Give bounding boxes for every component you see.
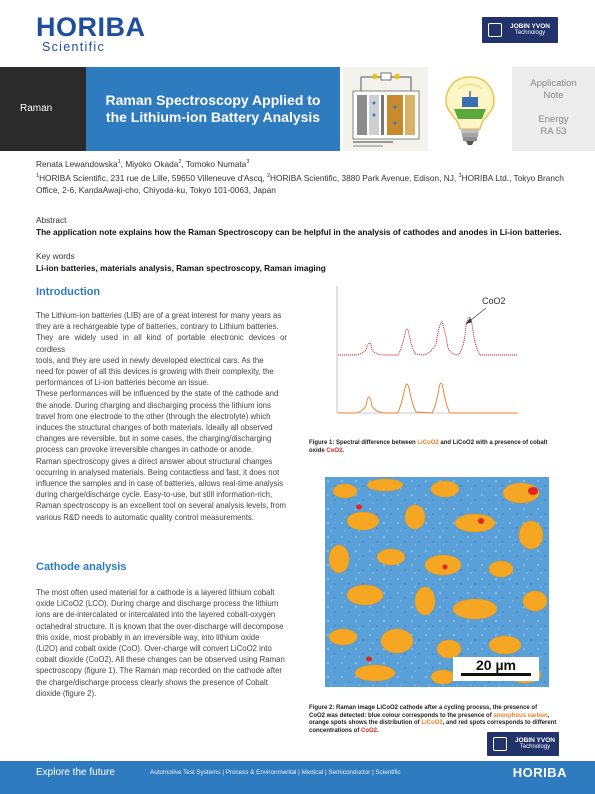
affiliation-1: HORIBA Scientific, 231 rue de Lille, 59650 Villeneuve d'Ascq, [39, 173, 265, 183]
jobin-yvon-badge [482, 17, 558, 43]
footer-bar [0, 761, 595, 794]
caption-text: , and red spots corresponds to different [442, 720, 557, 727]
intro-line: process can provoke irreversible changes in cathode or anode. [36, 445, 254, 455]
caption-highlight: CoO2 [326, 447, 343, 454]
author-2: Miyoko Okada [125, 159, 179, 169]
intro-line: changes are reversible, but in some cases, the charging/discharging [36, 434, 272, 444]
cathode-line: The most often used material for a cathode is a layered lithium cobalt [36, 588, 275, 597]
intro-line: tools, and they are used in newly developed electrical cars. As the [36, 355, 264, 365]
scale-bar-label: 20 µm [476, 657, 516, 673]
intro-line: They are widely used in all kind of portable electronic devices or cordless [36, 333, 287, 354]
cathode-line: octahedral structure. It is known that the over-discharge will decompose [36, 621, 284, 631]
cathode-analysis-body [36, 587, 287, 699]
title-line-2: the Lithium-ion Battery Analysis [105, 109, 321, 125]
figure-1-spectrum [336, 284, 518, 414]
author-3: Tomoko Numata [185, 159, 247, 169]
badge-line1: JOBIN YVON [515, 737, 555, 744]
intro-line: Raman spectroscopy is an excellent tool on several analysis levels, from [36, 501, 287, 511]
author-1: Renata Lewandowska [36, 159, 118, 169]
footer-logo: HORIBA [512, 765, 567, 780]
caption-text: . [377, 727, 379, 734]
note-line-3 [512, 102, 595, 114]
intro-line: various R&D needs to automatic quality control measurements. [36, 512, 254, 522]
intro-line: influence the samples and in case of batteries, allows real-time analysis [36, 479, 284, 489]
caption-highlight: CoO2 [361, 727, 378, 734]
caption-text: oxide [309, 447, 327, 454]
intro-line: Raman spectroscopy gives a direct answer about structural changes [36, 456, 273, 466]
author-list: Renata Lewandowska$^1$, Miyoko Okada$^2$, Tomoko Numata$^3$ [36, 159, 250, 169]
caption-text: and LiCoO2 with a presence of cobalt [438, 440, 548, 446]
intro-line: travel from one electrode to the other (through the electrolyte) which [36, 411, 271, 421]
footer-divisions: Automotive Test Systems | Process & Environmental | Medical | Semiconductor | Scientific [150, 769, 401, 776]
caption-highlight: amorphous carbon [493, 712, 548, 719]
affiliation-2: HORIBA Scientific, 3880 Park Avenue, Edison, NJ, [270, 173, 457, 183]
abstract-label: Abstract [36, 215, 67, 225]
intro-line: The Lithium-ion batteries (LIB) are of a great interest for many years as [36, 311, 282, 320]
title-line-1: Raman Spectroscopy Applied to [105, 92, 321, 108]
caption-text: . [342, 447, 345, 454]
title-band [86, 67, 340, 151]
badge-line2: Technology [519, 744, 551, 750]
figure-1-caption [309, 440, 559, 455]
intro-line: need for power of all this devices is growing with their complexity, the [36, 367, 274, 377]
figure-2-caption [309, 705, 569, 735]
figure-2-raman-map [325, 477, 549, 687]
caption-text: CoO2 was detected: blue colour corresponds to the presence of [309, 712, 494, 719]
introduction-body [36, 310, 287, 523]
cathode-line: (Li2O) and cobalt oxide (CoO). Over-charge will convert LiCoO2 into [36, 644, 272, 654]
cathode-line: cobalt dioxide (CoO2). All these changes can be observed using Raman [36, 655, 285, 665]
caption-text: , [547, 712, 550, 719]
intro-line: during charge/discharge cycle. Easy-to-use, but still information-rich, [36, 490, 273, 500]
document-title [86, 92, 340, 126]
cathode-line: spectroscopy (figure 1). The Raman map recorded on the cathode after [36, 666, 283, 676]
horiba-logo-subtitle: Scientific [42, 40, 106, 54]
cathode-line: oxide LiCoO2 (LCO). During charge and discharge process the lithium [36, 599, 279, 609]
battery-diagram-image [343, 67, 428, 151]
badge-line1: JOBIN YVON [510, 23, 550, 30]
cathode-line: the charge/discharge process clearly shows the presence of Cobalt [36, 677, 268, 687]
jobin-yvon-logo-icon [493, 737, 507, 751]
caption-text: orange spots shows the distribution of [309, 720, 422, 727]
intro-line: the anode. During charging and discharging process the lithium ions [36, 400, 271, 410]
coo2-peak-label: CoO2 [482, 296, 506, 306]
caption-highlight: LiCoO2 [417, 440, 439, 446]
lightbulb-image [428, 67, 512, 151]
note-line-1: Application [530, 78, 577, 89]
note-line-2: Note [543, 90, 564, 101]
application-note-band [512, 67, 595, 151]
keywords-text: Li-ion batteries, materials analysis, Raman spectroscopy, Raman imaging [36, 263, 326, 273]
caption-text: Figure 1: Spectral difference between [309, 440, 418, 446]
affiliation-3: HORIBA Ltd., Tokyo Branch [461, 173, 564, 183]
category-band [0, 67, 86, 151]
jobin-yvon-badge-footer [487, 732, 559, 756]
cathode-line: dioxide (figure 2). [36, 688, 97, 698]
keywords-label: Key words [36, 251, 75, 261]
jobin-yvon-logo-icon [488, 23, 502, 37]
note-line-4: Energy [538, 114, 569, 125]
affiliations: $^1$HORIBA Scientific, 231 rue de Lille, 59650 Villeneuve d'Ascq, $^2$HORIBA Scientific, 3880 Park Avenue, Edison, NJ, $^3$HORIBA Ltd., Tokyo Branch Office, 2-6, KandaAwaji-cho, Chiyoda-ku, Tokyo 101-0063, Japan [36, 173, 564, 195]
cathode-line: ions are de-intercalated or intercalated into the layered cobalt-oxygen [36, 610, 276, 620]
abstract-text: The application note explains how the Raman Spectroscopy can be helpful in the analysis of cathodes and anodes in Li-ion batteries. [36, 227, 562, 237]
intro-line: performances of Li-ion batteries become an issue. [36, 378, 209, 388]
cathode-line: this oxide, most probably in an irreversible way, into lithium oxide [36, 632, 260, 642]
caption-text: Figure 2: Raman image LiCoO2 cathode after a cycling process, the presence of [309, 705, 538, 711]
caption-highlight: LiCoO2 [421, 720, 443, 727]
scale-bar [461, 673, 531, 676]
intro-line: occurring in analysed materials. Being contactless and fast, it does not [36, 467, 280, 477]
introduction-heading: Introduction [36, 286, 101, 298]
affiliation-3-cont: Office, 2-6, KandaAwaji-cho, Chiyoda-ku, Tokyo 101-0063, Japan [36, 185, 276, 195]
category-label: Raman [20, 103, 53, 114]
footer-tagline: Explore the future [36, 767, 115, 778]
intro-line: induces the structural changes of both materials. Ideally all observed [36, 423, 273, 433]
horiba-logo: HORIBA [36, 12, 146, 42]
caption-text: concentrations of [309, 727, 362, 734]
cathode-analysis-heading: Cathode analysis [36, 561, 127, 573]
intro-line: These performances will be influenced by the state of the cathode and [36, 389, 279, 399]
badge-line2: Technology [514, 30, 546, 36]
note-line-5: RA 53 [540, 126, 567, 137]
intro-line: they are a rechargeable type of batteries, contrary to Lithium batteries. [36, 322, 279, 332]
